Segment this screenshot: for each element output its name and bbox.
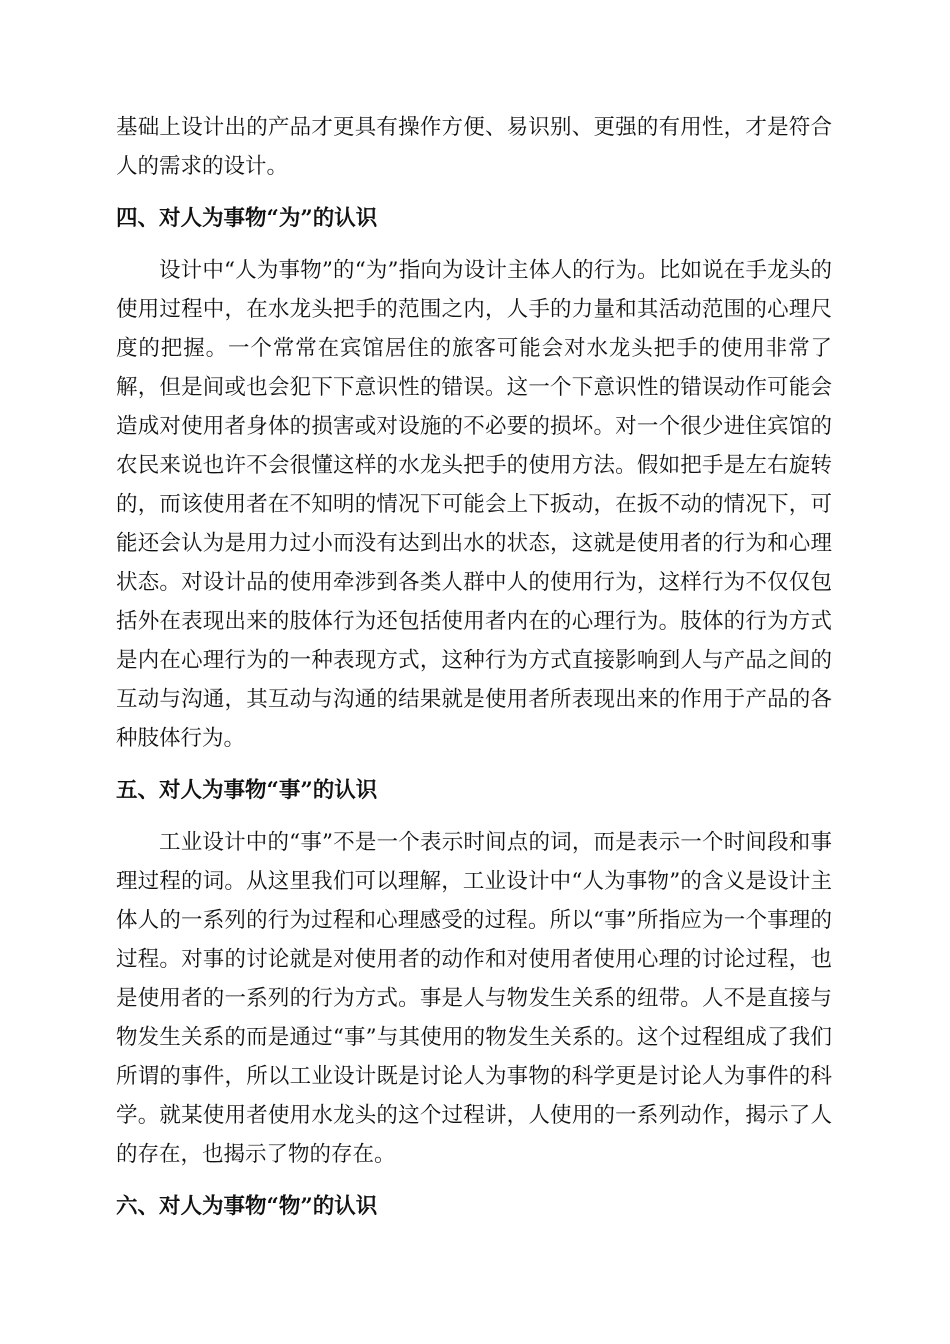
section-4-heading: 四、对人为事物“为”的认识: [116, 206, 378, 231]
section-4-paragraph: 设计中“人为事物”的“为”指向为设计主体人的行为。比如说在手龙头的使用过程中，在水龙头把手的范围之内，人手的力量和其活动范围的心理尺度的把握。一个常常在宾馆居住的旅客可能会对水龙头把手的使用非常了解，但是间或也会犯下下意识性的错误。这一个下意识性的错误动作可能会造成对使用者身体的损害或对设施的不必要的损坏。对一个很少进住宾馆的农民来说也许不会很懂这样的水龙头把手的使用方法。假如把手是左右旋转的，而该使用者在不知明的情况下可能会上下扳动，在扳不动的情况下，可能还会认为是用力过小而没有达到出水的状态，这就是使用者的行为和心理状态。对设计品的使用牵涉到各类人群中人的使用行为，这样行为不仅仅包括外在表现出来的肢体行为还包括使用者内在的心理行为。肢体的行为方式是内在心理行为的一种表现方式，这种行为方式直接影响到人与产品之间的互动与沟通，其互动与沟通的结果就是使用者所表现出来的作用于产品的各种肢体行为。: [116, 258, 832, 751]
section-6-heading: 六、对人为事物“物”的认识: [116, 1194, 378, 1219]
section-5-paragraph: 工业设计中的“事”不是一个表示时间点的词，而是表示一个时间段和事理过程的词。从这里我们可以理解，工业设计中“人为事物”的含义是设计主体人的一系列的行为过程和心理感受的过程。所以“事”所指应为一个事理的过程。对事的讨论就是对使用者的动作和对使用者使用心理的讨论过程，也是使用者的一系列的行为方式。事是人与物发生关系的纽带。人不是直接与物发生关系的而是通过“事”与其使用的物发生关系的。这个过程组成了我们所谓的事件，所以工业设计既是讨论人为事物的科学更是讨论人为事件的科学。就某使用者使用水龙头的这个过程讲，人使用的一系列动作，揭示了人的存在，也揭示了物的存在。: [116, 830, 832, 1167]
intro-paragraph: 基础上设计出的产品才更具有操作方便、易识别、更强的有用性，才是符合人的需求的设计。: [116, 115, 832, 179]
document-page: [116, 108, 832, 1226]
section-5-heading: 五、对人为事物“事”的认识: [116, 778, 378, 803]
